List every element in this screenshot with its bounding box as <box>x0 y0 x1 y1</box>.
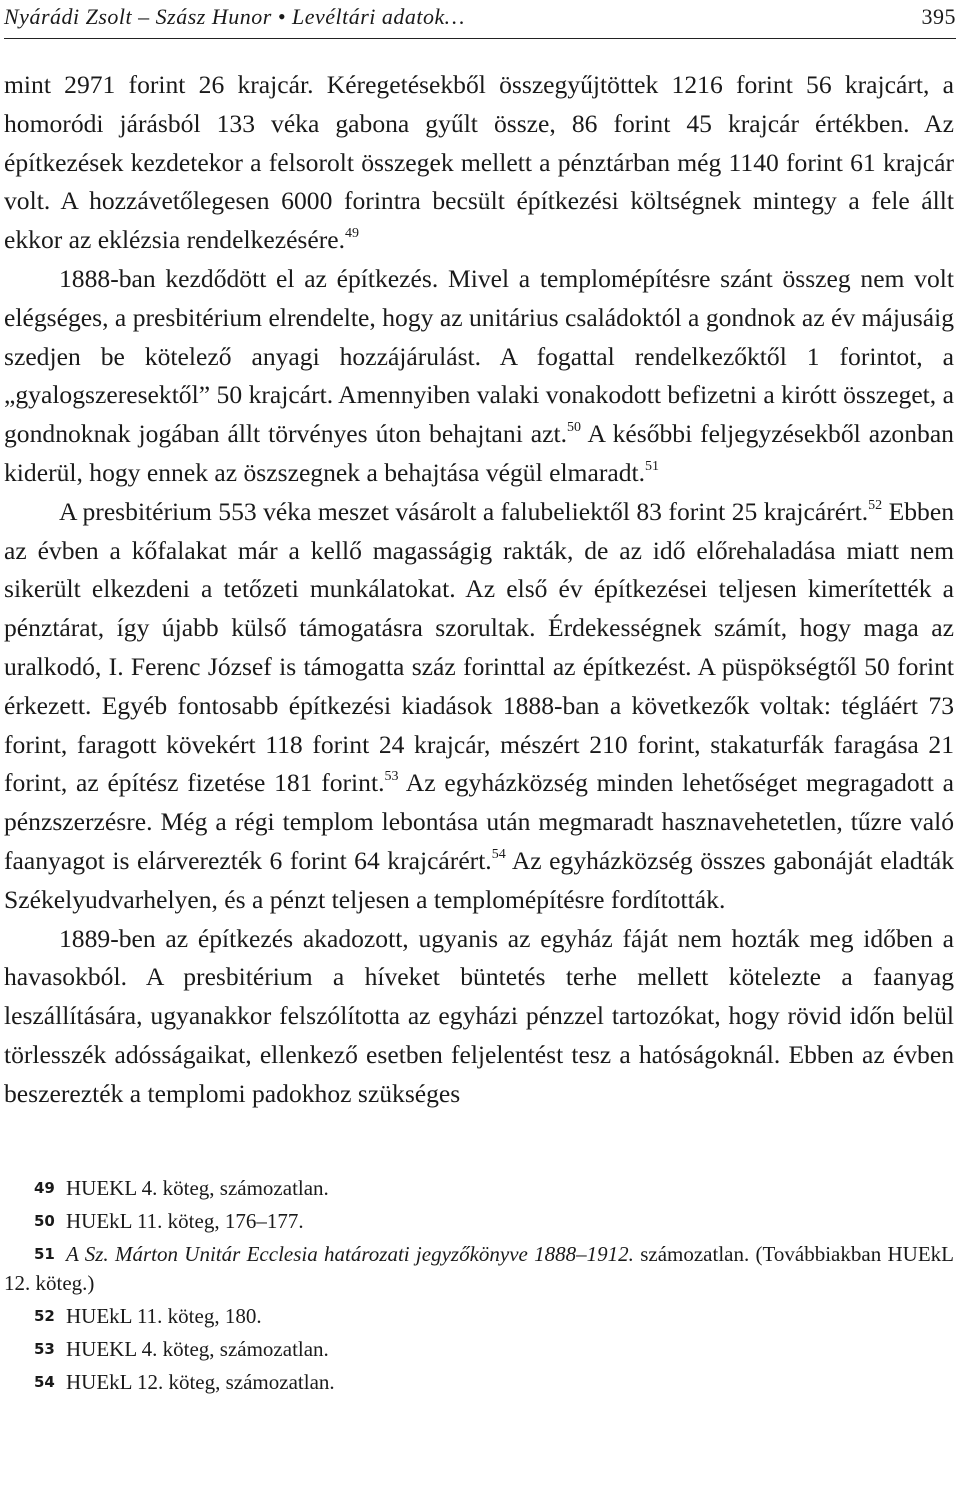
footnote-text: HUEkL 11. köteg, 176–177. <box>66 1208 304 1233</box>
footnote-ref-49[interactable]: 49 <box>345 226 360 242</box>
footnote-51 <box>4 1240 954 1299</box>
paragraph-1 <box>4 66 954 260</box>
paragraph-3 <box>4 493 954 920</box>
paragraph-2-text-b: A későbbi feljegyzésekből azonban kiderül, hogy ennek az öszszegnek a behajtása végül elmaradt. <box>4 419 954 487</box>
footnote-text: HUEKL 4. köteg, számozatlan. <box>66 1337 329 1362</box>
footnote-ref-52[interactable]: 52 <box>868 497 883 513</box>
footnote-ref-53[interactable]: 53 <box>384 769 399 785</box>
paragraph-1-text: mint 2971 forint 26 krajcár. Kéregetésekből összegyűjtöttek 1216 forint 56 krajcárt, a homoródi járásból 133 véka gabona gyűlt össze, 86 forint 45 krajcár értékben. Az építkezések kezdetekor a felsorolt összegek mellett a pénztárban még 1140 forint 61 krajcár volt. A hozzávetőlegesen 6000 forintra becsült építkezési költségnek mintegy a fele állt ekkor az eklézsia rendelkezésére. <box>4 70 954 255</box>
footnote-ref-50[interactable]: 50 <box>567 420 582 436</box>
paragraph-2 <box>4 260 954 493</box>
running-title: Nyárádi Zsolt – Szász Hunor • Levéltári adatok… <box>4 4 465 29</box>
footnote-ref-54[interactable]: 54 <box>491 846 506 862</box>
footnote-54 <box>4 1368 954 1398</box>
running-header <box>4 0 956 39</box>
footnotes <box>4 1174 954 1397</box>
paragraph-3-text: A presbitérium 553 véka meszet vásárolt a falubeliektől 83 forint 25 krajcárért. <box>59 496 869 526</box>
footnote-number: 50 <box>34 1211 55 1230</box>
footnote-text: HUEkL 12. köteg, számozatlan. <box>66 1369 335 1394</box>
footnote-number: 49 <box>34 1179 55 1197</box>
paragraph-3-text-d: Az egyházközség összes gabonáját eladták Székelyudvarhelyen, és a pénzt teljesen a templomépítésre fordították. <box>4 845 955 914</box>
paragraph-3-text-b: Ebben az évben a kőfalakat már a kellő magasságig rakták, de az idő előrehaladása miatt nem sikerült elkezdeni a tetőzeti munkálatokat. Az első év építkezései teljesen kimerítették a pénztárat, így újabb külső támogatásra szorultak. Érdekességnek számít, hogy maga az uralkodó, I. Ferenc József is támogatta száz forinttal az építkezést. A püspökségtől 50 forint érkezett. Egyéb fontosabb építkezési kiadások 1888-ban a következők voltak: tégláért 73 forint, faragott kövekért 118 forint 24 krajcár, mészért 210 forint, stakaturfák faragása 21 forint, az építész fizetése 181 forint. <box>4 496 954 798</box>
footnote-50 <box>4 1207 954 1237</box>
paragraph-4-text: 1889-ben az építkezés akadozott, ugyanis az egyház fáját nem hozták meg időben a havasokból. A presbitérium a híveket büntetés terhe mellett kötelezte a faanyag leszállítására, ugyanakkor felszólította az egyházi pénzzel tartozókat, hogy rövid időn belül törlesszék adósságaikat, ellenkező esetben feljelentést tesz a hatóságoknál. Ebben az évben beszerezték a templomi padokhoz szükséges <box>4 923 954 1108</box>
footnote-number: 51 <box>34 1244 55 1263</box>
footnote-53 <box>4 1335 954 1365</box>
footnote-text: HUEkL 11. köteg, 180. <box>66 1304 262 1329</box>
footnote-text: HUEKL 4. köteg, számozatlan. <box>66 1176 329 1200</box>
body-text <box>4 66 954 1114</box>
footnote-text: számozatlan. (Továbbiakban HUEkL 12. köteg.) <box>4 1241 954 1296</box>
footnote-49 <box>4 1174 954 1204</box>
footnote-number: 54 <box>34 1372 55 1391</box>
paragraph-3-text-c: Az egyházközség minden lehetőséget megragadott a pénzszerzésre. Még a régi templom lebontása után megmaradt hasznavehetetlen, tűzre való faanyagot is elárverezték 6 forint 64 krajcárért. <box>4 768 955 875</box>
footnote-number: 53 <box>34 1340 55 1359</box>
page-number: 395 <box>921 4 956 29</box>
footnote-52 <box>4 1302 954 1332</box>
paragraph-4 <box>4 920 954 1114</box>
footnote-italic-title: A Sz. Márton Unitár Ecclesia határozati jegyzőkönyve 1888–1912. <box>66 1241 634 1266</box>
footnote-number: 52 <box>34 1307 55 1326</box>
paragraph-2-text: 1888-ban kezdődött el az építkezés. Mivel a templomépítésre szánt összeg nem volt elégséges, a presbitérium elrendelte, hogy az unitárius családoktól a gondnok az év májusáig szedjen be kötelező anyagi hozzájárulást. A fogattal rendelkezőktől 1 forintot, a „gyalogszeresektől” 50 krajcárt. Amennyiben valaki vonakodott befizetni a kirótt összeget, a gondnoknak jogában állt törvényes úton behajtani azt. <box>4 263 954 449</box>
footnote-ref-51[interactable]: 51 <box>645 458 660 474</box>
